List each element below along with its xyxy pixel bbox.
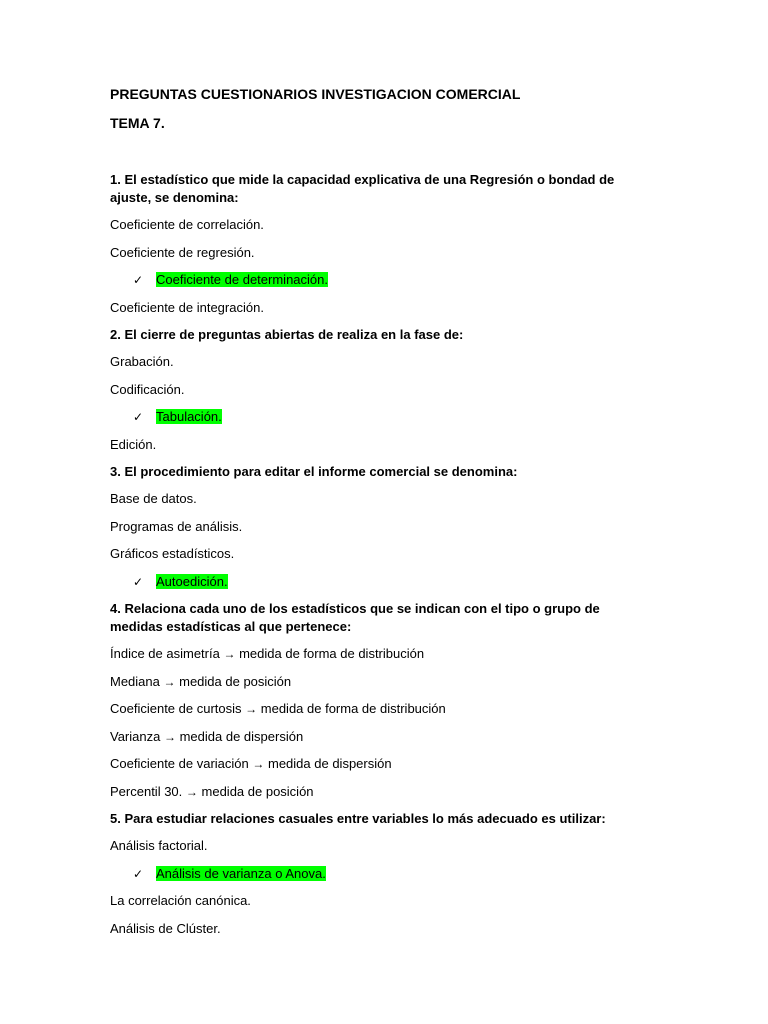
match-pair [110,783,650,801]
correct-answer-option [110,271,650,289]
answer-option: Grabación. [110,354,174,369]
answer-option: Codificación. [110,381,185,397]
answer-option: La correlación canónica. [110,893,251,908]
arrow-right-icon: → [185,784,198,799]
arrow-right-icon: → [245,702,258,716]
answer-option: Coeficiente de regresión. [110,244,255,260]
statistic-name: Percentil 30. [110,783,183,799]
statistic-name: Mediana [110,673,160,689]
correct-answer-text: Autoedición. [156,573,228,589]
checkmark-icon: ✓ [133,574,144,589]
statistic-name: Índice de asimetría [110,646,220,661]
measure-type: medida de posición [201,783,314,799]
answer-option: Análisis factorial. [110,838,208,853]
measure-type: medida de forma de distribución [260,701,446,716]
arrow-right-icon: → [163,729,176,744]
question-5: 5. Para estudiar relaciones casuales entre variables lo más adecuado es utilizar: [110,811,606,826]
correct-answer-option [110,573,650,591]
checkmark-icon: ✓ [133,866,144,881]
match-pair [110,728,650,746]
statistic-name: Coeficiente de curtosis [110,701,242,716]
match-pair [110,755,650,773]
questions-list [110,171,650,947]
question-1: 1. El estadístico que mide la capacidad explicativa de una Regresión o bondad de ajuste, se denomina: [110,172,615,205]
arrow-right-icon: → [252,757,265,771]
question-2: 2. El cierre de preguntas abiertas de realiza en la fase de: [110,327,464,342]
document-subtitle: TEMA 7. [110,115,165,131]
answer-option: Coeficiente de integración. [110,299,264,315]
match-pair [110,673,650,691]
arrow-right-icon: → [163,674,176,689]
checkmark-icon: ✓ [133,410,144,424]
question-4: 4. Relaciona cada uno de los estadísticos que se indican con el tipo o grupo de medidas estadísticas al que pertenece: [110,601,600,634]
statistic-name: Varianza [110,728,161,744]
answer-option: Base de datos. [110,491,197,506]
question-3: 3. El procedimiento para editar el informe comercial se denomina: [110,464,518,479]
answer-option: Edición. [110,436,157,452]
statistic-name: Coeficiente de variación [110,756,249,771]
correct-answer-text: Tabulación. [156,409,222,424]
measure-type: medida de dispersión [179,728,304,744]
correct-answer-option [110,408,650,426]
document-title: PREGUNTAS CUESTIONARIOS INVESTIGACION COMERCIAL [110,86,521,102]
match-pair [110,645,650,663]
measure-type: medida de dispersión [268,756,392,771]
checkmark-icon: ✓ [133,273,144,287]
measure-type: medida de posición [179,673,292,689]
correct-answer-text: Coeficiente de determinación. [156,272,328,287]
arrow-right-icon: → [223,647,236,661]
correct-answer-option [110,865,650,883]
match-pair [110,700,650,718]
correct-answer-text: Análisis de varianza o Anova. [156,865,326,881]
answer-option: Análisis de Clúster. [110,920,221,936]
answer-option: Gráficos estadísticos. [110,546,235,561]
answer-option: Programas de análisis. [110,518,243,534]
answer-option: Coeficiente de correlación. [110,217,264,232]
measure-type: medida de forma de distribución [239,646,425,661]
